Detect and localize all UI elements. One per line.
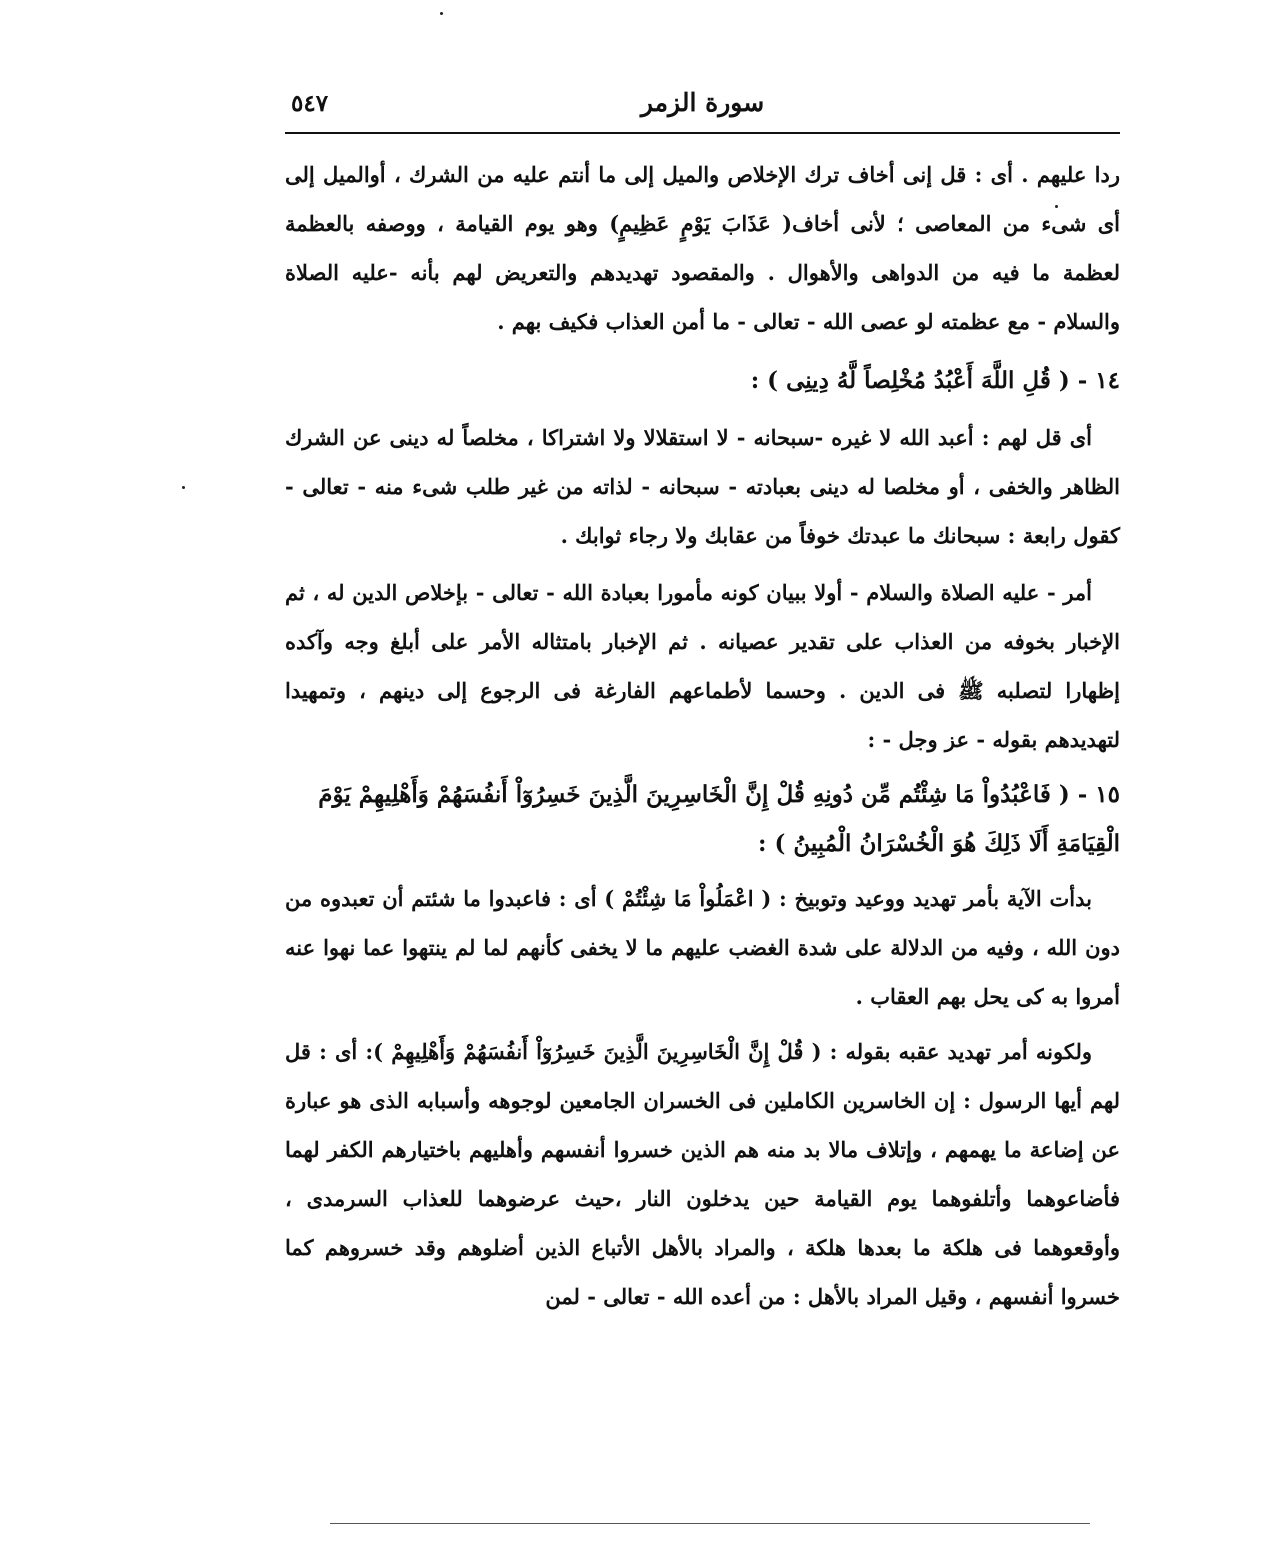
header-divider <box>285 132 1120 134</box>
scan-speck <box>182 486 185 489</box>
surah-title: سورة الزمر <box>640 88 765 117</box>
scan-speck <box>440 12 443 15</box>
paragraph-commentary-14: أى قل لهم : أعبد الله لا غيره -سبحانه - لا استقلالا ولا اشتراكا ، مخلصاً له دينى عن الشرك الظاهر والخفى ، أو مخلصا له دينى بعبادته - سبحانه - لذاته من غير طلب شىء منه - تعالى - كقول رابعة : سبحانك ما عبدتك خوفاً من عقابك ولا رجاء ثوابك . <box>285 425 1120 548</box>
footer-divider <box>330 1523 1090 1524</box>
paragraph-commentary-15: بدأت الآية بأمر تهديد ووعيد وتوبيخ : ( اعْمَلُواْ مَا شِئْتُمْ ) أى : فاعبدوا ما شئتم أن تعبدوه من دون الله ، وفيه من الدلالة على شدة الغضب عليهم ما لا يخفى كأنهم لما لم ينتهوا عما نهوا عنه أمروا به كى يحل بهم العقاب . <box>285 886 1120 1009</box>
page-number: ٥٤٧ <box>291 90 329 117</box>
paragraph-commentary-13: ردا عليهم . أى : قل إنى أخاف ترك الإخلاص والميل إلى ما أنتم عليه من الشرك ، أوالميل إلى أى شىء من المعاصى ؛ لأنى أخاف( عَذَابَ يَوْمٍ عَظِيمٍ) وهو يوم القيامة ، ووصفه بالعظمة لعظمة ما فيه من الدواهى والأهوال . والمقصود تهديدهم والتعريض لهم بأنه -عليه الصلاة والسلام - مع عظمته لو عصى الله - تعالى - ما أمن العذاب فكيف بهم . <box>285 162 1120 334</box>
verse-15: ١٥ - ( فَاعْبُدُواْ مَا شِئْتُم مِّن دُونِهِ قُلْ إِنَّ الْخَاسِرِينَ الَّذِينَ خَسِرُوٓاْ أَنفُسَهُمْ وَأَهْلِيهِمْ يَوْمَ الْقِيَامَةِ أَلَا ذَلِكَ هُوَ الْخُسْرَانُ الْمُبِينُ ) : <box>318 781 1120 857</box>
scan-speck <box>1055 205 1058 208</box>
verse-14: ١٤ - ( قُلِ اللَّهَ أَعْبُدُ مُخْلِصاً لَّهُ دِينِى ) : <box>750 367 1120 394</box>
page-body <box>285 150 1120 1321</box>
page-header <box>285 82 1120 134</box>
paragraph-commentary-14-continued: أمر - عليه الصلاة والسلام - أولا ببيان كونه مأمورا بعبادة الله - تعالى - بإخلاص الدين له ، ثم الإخبار بخوفه من العذاب على تقدير عصيانه . ثم الإخبار بامتثاله الأمر على أبلغ وجه وآكده إظهارا لتصلبه ﷺ فى الدين . وحسما لأطماعهم الفارغة فى الرجوع إلى دينهم ، وتمهيدا لتهديدهم بقوله - عز وجل - : <box>285 580 1120 752</box>
paragraph-commentary-15-continued: ولكونه أمر تهديد عقبه بقوله : ( قُلْ إِنَّ الْخَاسِرِينَ الَّذِينَ خَسِرُوٓاْ أَنفُسَهُمْ وَأَهْلِيهِمْ ): أى : قل لهم أيها الرسول : إن الخاسرين الكاملين فى الخسران الجامعين لوجوهه وأسبابه الذى هو عبارة عن إضاعة ما يهمهم ، وإتلاف مالا بد منه هم الذين خسروا أنفسهم وأهليهم باختيارهم الكفر لهما فأضاعوهما وأتلفوهما يوم القيامة حين يدخلون النار ،حيث عرضوهما للعذاب السرمدى ، وأوقعوهما فى هلكة ما بعدها هلكة ، والمراد بالأهل الأتباع الذين أضلوهم وقد خسروهم كما خسروا أنفسهم ، وقيل المراد بالأهل : من أعده الله - تعالى - لمن <box>285 1039 1120 1309</box>
